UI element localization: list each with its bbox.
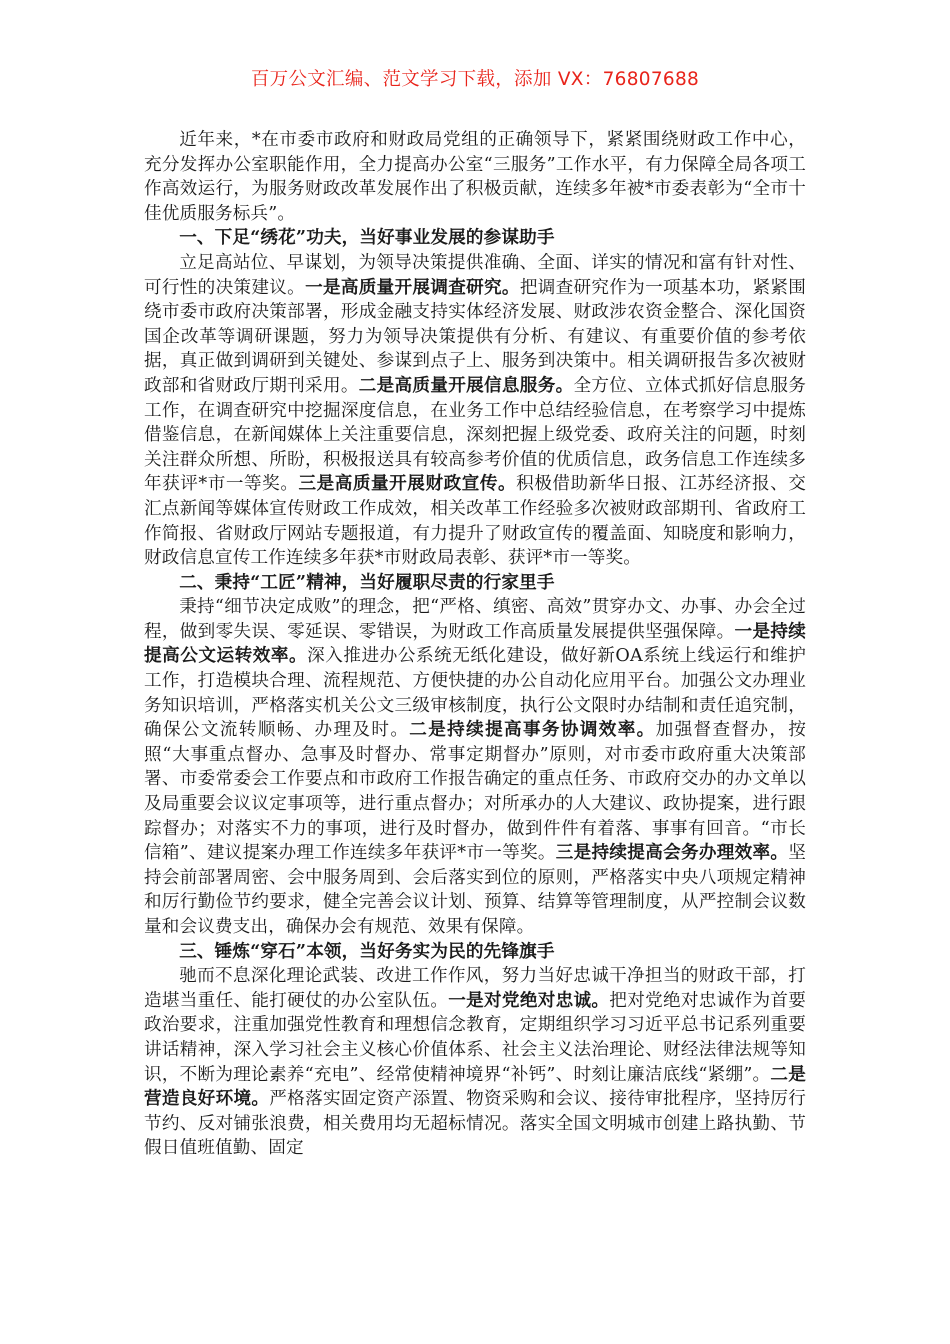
section-1-heading: 一、下足“绣花”功夫，当好事业发展的参谋助手 [179,227,555,249]
section-2-paragraph [144,595,806,939]
section-2-text-3: 坚持会前部署周密、会中服务周到、会后落实到位的原则，严格落实中央八项规定精神和厉行勤俭节约要求，健全完善会议计划、预算、结算等管理制度，从严控制会议数量和会议费支出，确保办会有规范、效果有保障。 [144,843,806,937]
promo-banner: 百万公文汇编、范文学习下载，添加 VX：76807688 [250,69,700,90]
section-1-text-3: 积极借助新华日报、江苏经济报、交汇点新闻等媒体宣传财政工作成效，相关改革工作经验多次被财政部期刊、省政府工作简报、省财政厅网站专题报道，有力提升了财政宣传的覆盖面、知晓度和影响力，财政信息宣传工作连续多年获*市财政局表彰、获评*市一等奖。 [144,474,806,569]
intro-paragraph: 近年来，*在市委市政府和财政局党组的正确领导下，紧紧围绕财政工作中心，充分发挥办公室职能作用，全力提高办公室“三服务”工作水平，有力保障全局各项工作高效运行，为服务财政改革发展作出了积极贡献，连续多年被*市委表彰为“全市十佳优质服务标兵”。 [144,130,806,224]
section-1-text-2: 全方位、立体式抓好信息服务工作，在调查研究中挖掘深度信息，在业务工作中总结经验信息，在考察学习中提炼借鉴信息，在新闻媒体上关注重要信息，深刻把握上级党委、政府关注的问题，时刻关注群众所想、所盼，积极报送具有较高参考价值的优质信息，政务信息工作连续多年获评*市一等奖。 [144,375,806,495]
section-3-text-2: 严格落实固定资产添置、物资采购和会议、接待审批程序，坚持厉行节约、反对铺张浪费，相关费用均无超标情况。落实全国文明城市创建上路执勤、节假日值班值勤、固定 [144,1089,806,1159]
section-2-text-1: 深入推进办公系统无纸化建设，做好新OA系统上线运行和维护工作，打造模块合理、流程规范、方便快捷的办公自动化应用平台。加强公文办理业务知识培训，严格落实机关公文三级审核制度，执行公文限时办结制和责任追究制，确保公文流转顺畅、办理及时。 [144,646,806,741]
section-2-heading: 二、秉持“工匠”精神，当好履职尽责的行家里手 [179,571,555,593]
section-1-point-1: 一是高质量开展调查研究。 [305,276,520,298]
section-2-point-3: 三是持续提高会务办理效率。 [555,842,789,864]
section-3-lead: 驰而不息深化理论武装、改进工作作风，努力当好忠诚干净担当的财政干部，打造堪当重任、能打硬仗的办公室队伍。 [144,966,806,1011]
document-body [144,128,806,1161]
section-3-point-2: 二是营造良好环境。 [144,1063,806,1110]
section-2-lead: 秉持“细节决定成败”的理念，把“严格、缜密、高效”贯穿办文、办事、办会全过程，做到零失误、零延误、零错误，为财政工作高质量发展提供坚强保障。 [144,597,806,642]
section-1-point-2: 二是高质量开展信息服务。 [358,374,574,396]
section-1-lead: 立足高站位、早谋划，为领导决策提供准确、全面、详实的情况和富有针对性、可行性的决策建议。 [144,252,806,298]
section-1-point-3: 三是高质量开展财政宣传。 [298,473,517,495]
section-1-text-1: 把调查研究作为一项基本功，紧紧围绕市委市政府决策部署，形成金融支持实体经济发展、财政涉农资金整合、深化国资国企改革等调研课题，努力为领导决策提供有分析、有建议、有重要价值的参考依据，真正做到调研到关键处、参谋到点子上、服务到决策中。相关调研报告多次被财政部和省财政厅期刊采用。 [144,277,806,396]
section-2-text-2: 加强督查督办，按照“大事重点督办、急事及时督办、常事定期督办”原则，对市委市政府重大决策部署、市委常委会工作要点和市政府工作报告确定的重点任务、市政府交办的办文单以及局重要会议议定事项等，进行重点督办；对所承办的人大建议、政协提案，进行跟踪督办；对落实不力的事项，进行及时督办，做到件件有着落、事事有回音。“市长信箱”、建议提案办理工作连续多年获评*市一等奖。 [144,720,807,864]
section-3-text-1: 把对党绝对忠诚作为首要政治要求，注重加强党性教育和理想信念教育，定期组织学习习近平总书记系列重要讲话精神，深入学习社会主义核心价值体系、社会主义法治理论、财经法律法规等知识，不断为理论素养“充电”、经常使精神境界“补钙”、时刻让廉洁底线“紧绷”。 [144,990,806,1085]
section-3-heading: 三、锤炼“穿石”本领，当好务实为民的先锋旗手 [179,940,555,962]
section-3-point-1: 一是对党绝对忠诚。 [448,989,610,1011]
section-1-paragraph [144,251,806,571]
section-2-point-2: 二是持续提高事务协调效率。 [409,719,656,741]
section-2-point-1: 一是持续提高公文运转效率。 [144,620,806,667]
section-3-paragraph [144,964,806,1161]
